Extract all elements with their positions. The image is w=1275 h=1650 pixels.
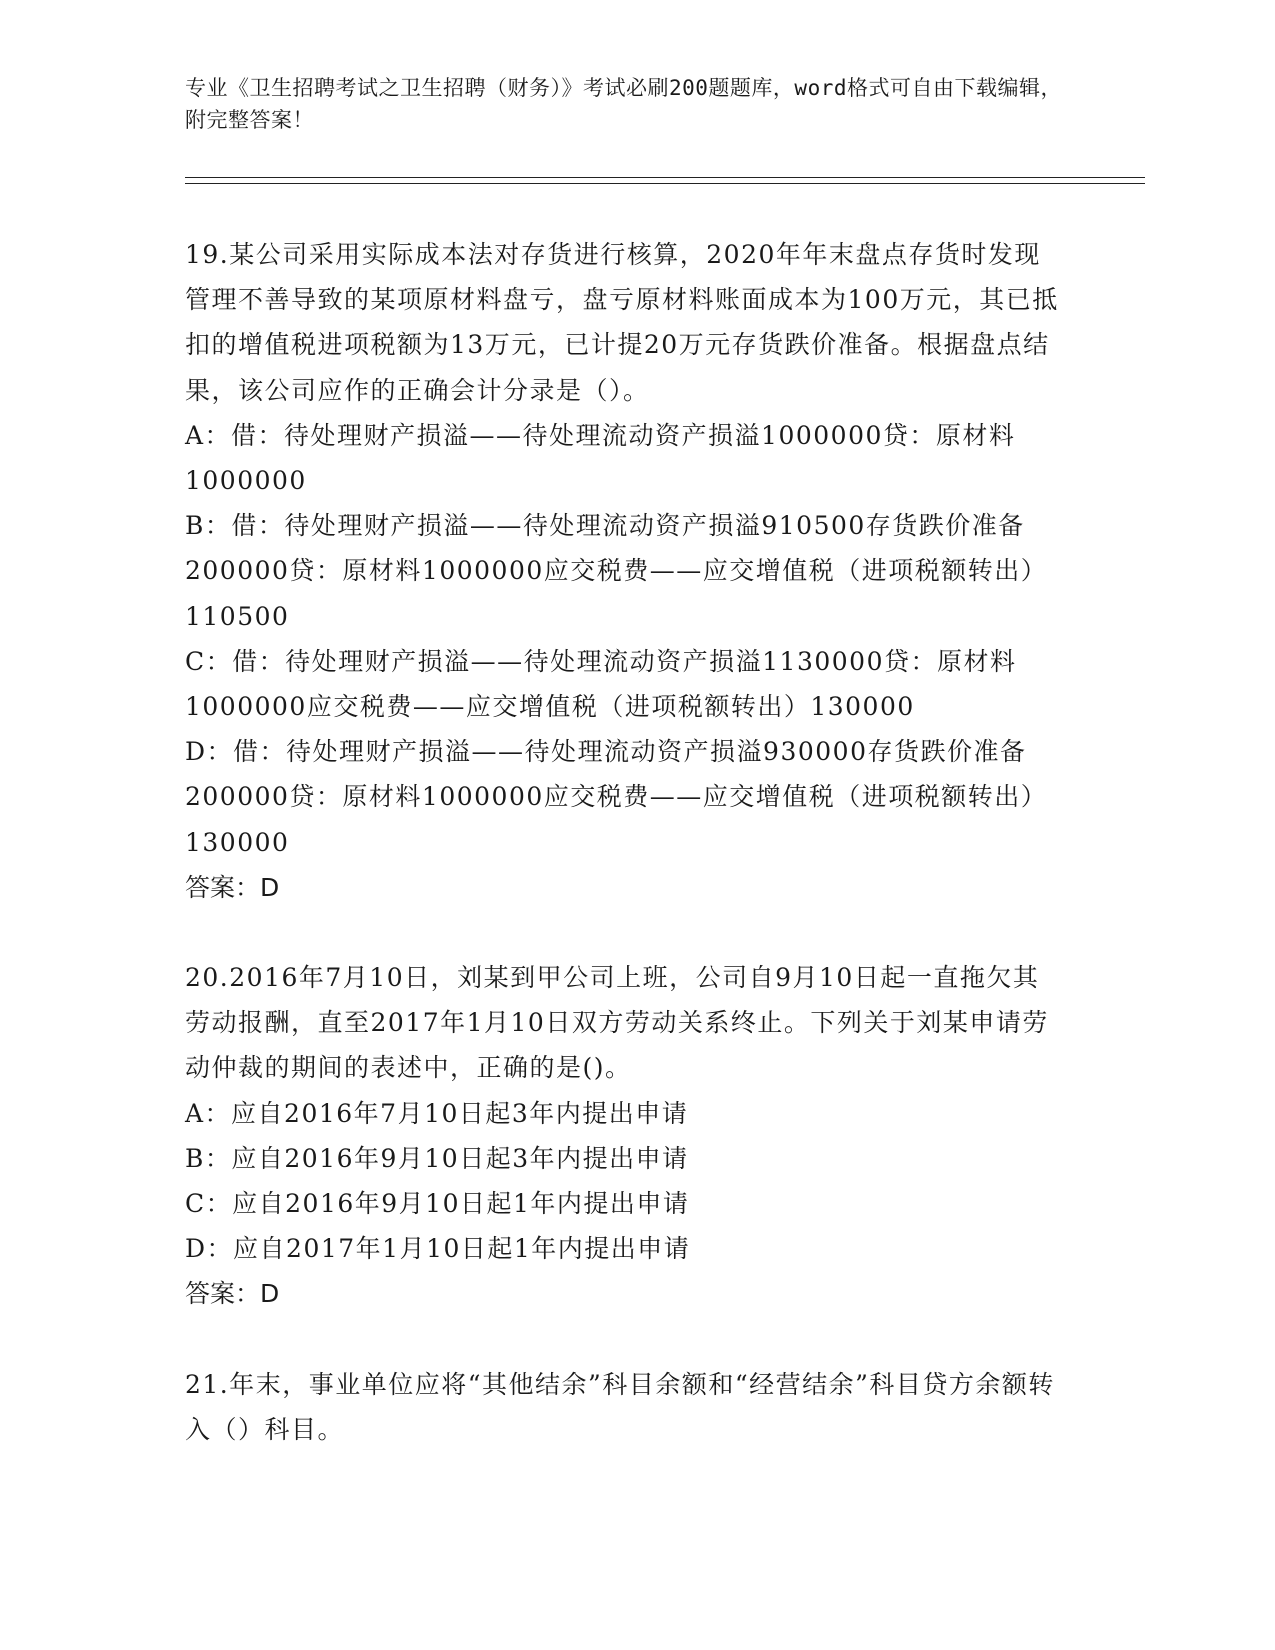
question-stem: 20.2016年7月10日，刘某到甲公司上班，公司自9月10日起一直拖欠其劳动报酬，直至2017年1月10日双方劳动关系终止。下列关于刘某申请劳动仲裁的期间的表述中，正确的是()。 bbox=[185, 963, 1049, 1083]
question-21 bbox=[185, 1362, 1065, 1452]
question-stem: 19.某公司采用实际成本法对存货进行核算，2020年年末盘点存货时发现管理不善导致的某项原材料盘亏，盘亏原材料账面成本为100万元，其已抵扣的增值税进项税额为13万元，已计提20万元存货跌价准备。根据盘点结果，该公司应作的正确会计分录是（）。 bbox=[185, 240, 1059, 405]
question-20 bbox=[185, 955, 1065, 1317]
question-list bbox=[185, 232, 1065, 1497]
header-divider-top bbox=[185, 177, 1145, 178]
option-a: A：借：待处理财产损溢——待处理流动资产损溢1000000贷：原材料1000000 bbox=[185, 420, 1016, 496]
option-a: A：应自2016年7月10日起3年内提出申请 bbox=[185, 1098, 689, 1128]
question-19 bbox=[185, 232, 1065, 910]
document-header bbox=[185, 72, 1065, 136]
option-c: C：应自2016年9月10日起1年内提出申请 bbox=[185, 1189, 690, 1219]
answer: 答案：D bbox=[185, 1279, 280, 1309]
option-b: B：应自2016年9月10日起3年内提出申请 bbox=[185, 1143, 689, 1173]
header-title: 专业《卫生招聘考试之卫生招聘（财务）》考试必刷200题题库，word格式可自由下载编辑，附完整答案！ bbox=[185, 76, 1062, 132]
option-c: C：借：待处理财产损溢——待处理流动资产损溢1130000贷：原材料1000000应交税费——应交增值税（进项税额转出）130000 bbox=[185, 646, 1017, 722]
option-d: D：借：待处理财产损溢——待处理流动资产损溢930000存货跌价准备200000贷：原材料1000000应交税费——应交增值税（进项税额转出）130000 bbox=[185, 737, 1048, 857]
answer: 答案：D bbox=[185, 872, 280, 902]
header-divider-bottom bbox=[185, 183, 1145, 184]
option-b: B：借：待处理财产损溢——待处理流动资产损溢910500存货跌价准备200000贷：原材料1000000应交税费——应交增值税（进项税额转出）110500 bbox=[185, 511, 1048, 631]
option-d: D：应自2017年1月10日起1年内提出申请 bbox=[185, 1234, 691, 1264]
question-stem: 21.年末，事业单位应将“其他结余”科目余额和“经营结余”科目贷方余额转入（）科目。 bbox=[185, 1369, 1055, 1444]
